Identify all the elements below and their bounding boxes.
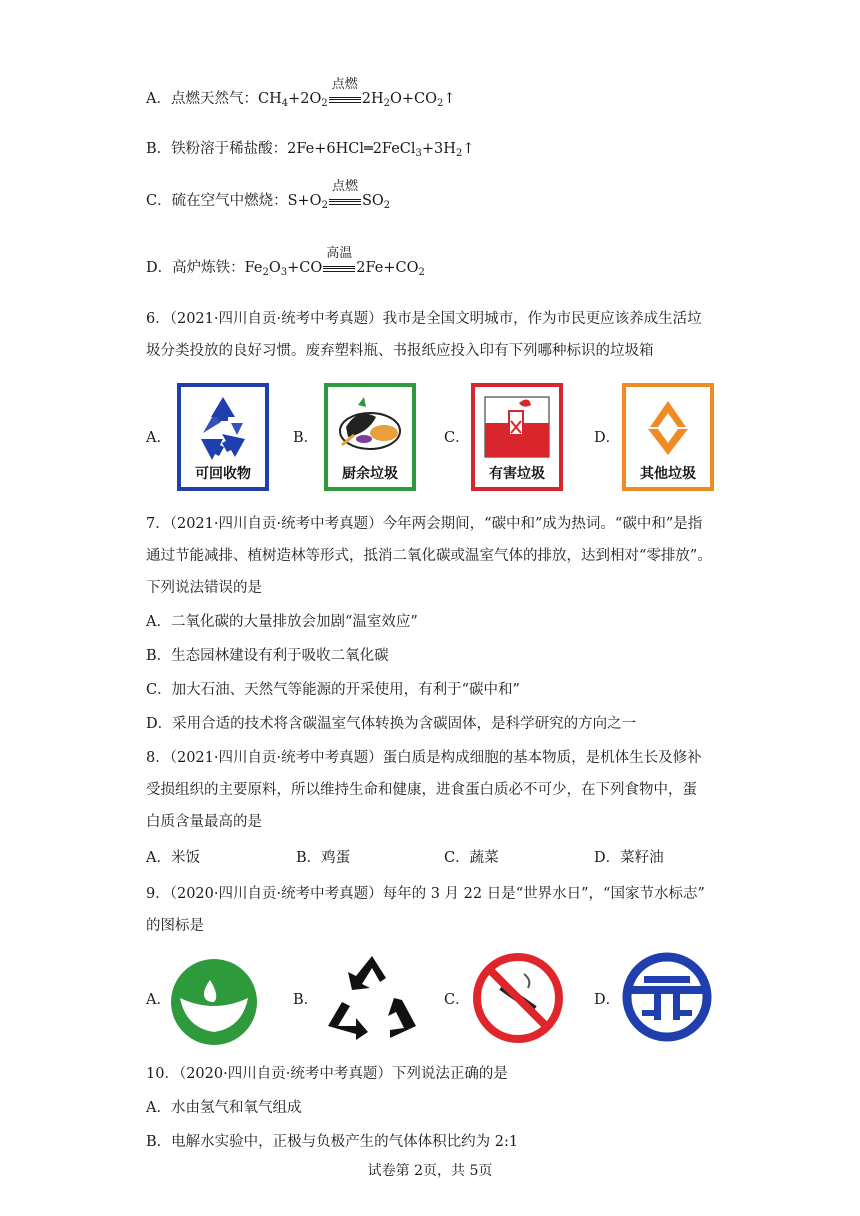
- q5-option-d: D．高炉炼铁：$Fe_2O_3+CO$ 高温 $2Fe+CO_2$: [146, 246, 425, 278]
- q9-option-c-letter: C．: [444, 992, 470, 1008]
- q6-stem-line2: 圾分类投放的良好习惯。废弃塑料瓶、书报纸应投入印有下列哪种标识的垃圾箱: [146, 343, 654, 359]
- q9-stem-line1: 9．（2020·四川自贡·统考中考真题）每年的 3 月 22 日是“世界水日”，“国家节水标志”: [146, 886, 705, 902]
- q8-option-b: B．鸡蛋: [296, 850, 351, 866]
- sign-caption: 其他垃圾: [640, 466, 696, 482]
- hazardous-sign: [471, 383, 563, 491]
- q6-option-a-letter: A．: [146, 430, 171, 446]
- sign-caption: 厨余垃圾: [342, 466, 398, 482]
- q8-stem-line3: 白质含量最高的是: [146, 814, 262, 830]
- q6-option-c-letter: C．: [444, 430, 470, 446]
- equation-text: 2Fe+6HCl═2FeCl: [287, 141, 416, 157]
- q5-option-a: A．点燃天然气：$CH_4+2O_2$ 点燃 $2H_2O+CO_2↑$: [146, 77, 456, 109]
- no-smoking-icon: [472, 952, 564, 1044]
- reaction-condition: 点燃: [328, 89, 362, 109]
- recyclable-sign: [177, 383, 269, 491]
- blue-emblem-icon: [622, 952, 712, 1042]
- q5-option-c: C．硫在空气中燃烧：$S+O_2$ 点燃 $SO_2$: [146, 179, 391, 211]
- q7-option-a: A．二氧化碳的大量排放会加剧“温室效应”: [146, 614, 418, 630]
- other-waste-icon: [626, 387, 710, 465]
- food-waste-icon: [328, 387, 412, 465]
- q6-stem-line1: 6．（2021·四川自贡·统考中考真题）我市是全国文明城市，作为市民更应该养成生活垃: [146, 311, 702, 327]
- q7-option-b: B．生态园林建设有利于吸收二氧化碳: [146, 648, 389, 664]
- q8-option-d: D．菜籽油: [594, 850, 664, 866]
- reaction-condition: 高温: [322, 258, 356, 278]
- other-waste-sign: [622, 383, 714, 491]
- q10-option-b: B．电解水实验中，正极与负极产生的气体体积比约为 2:1: [146, 1134, 519, 1150]
- q9-option-a-letter: A．: [146, 992, 171, 1008]
- water-saving-icon: [170, 958, 258, 1046]
- q7-option-d: D．采用合适的技术将含碳温室气体转换为含碳固体，是科学研究的方向之一: [146, 716, 637, 732]
- q7-stem-line1: 7．（2021·四川自贡·统考中考真题）今年两会期间，“碳中和”成为热词。“碳中和”是指: [146, 516, 703, 532]
- q9-option-d-letter: D．: [594, 992, 621, 1008]
- q9-stem-line2: 的图标是: [146, 918, 204, 934]
- q6-option-b-letter: B．: [293, 430, 319, 446]
- reaction-condition: 点燃: [328, 191, 362, 211]
- q6-option-d-letter: D．: [594, 430, 621, 446]
- page-footer: 试卷第 2页，共 5页: [367, 1163, 493, 1179]
- option-label: B．铁粉溶于稀盐酸：: [146, 141, 288, 157]
- sign-caption: 可回收物: [195, 466, 251, 482]
- hazardous-icon: [475, 387, 559, 465]
- q10-stem: 10．（2020·四川自贡·统考中考真题）下列说法正确的是: [146, 1066, 508, 1082]
- q7-option-c: C．加大石油、天然气等能源的开采使用，有利于“碳中和”: [146, 682, 520, 698]
- q8-option-c: C．蔬菜: [444, 850, 499, 866]
- option-label: C．硫在空气中燃烧：: [146, 193, 288, 209]
- q8-option-a: A．米饭: [146, 850, 200, 866]
- option-label: A．点燃天然气：: [146, 91, 258, 107]
- q10-option-a: A．水由氢气和氧气组成: [146, 1100, 302, 1116]
- q8-stem-line1: 8．（2021·四川自贡·统考中考真题）蛋白质是构成细胞的基本物质，是机体生长及修补: [146, 750, 702, 766]
- recycle-icon: [181, 387, 265, 465]
- q5-option-b: B．铁粉溶于稀盐酸：$2Fe+6HCl═2FeCl_3+3H_2↑$: [146, 141, 475, 159]
- option-label: D．高炉炼铁：: [146, 260, 245, 276]
- sign-caption: 有害垃圾: [489, 466, 545, 482]
- food-waste-sign: [324, 383, 416, 491]
- q8-stem-line2: 受损组织的主要原料，所以维持生命和健康，进食蛋白质必不可少，在下列食物中，蛋: [146, 782, 697, 798]
- recycle-triangle-icon: [322, 954, 422, 1042]
- q7-stem-line3: 下列说法错误的是: [146, 580, 262, 596]
- q7-stem-line2: 通过节能减排、植树造林等形式，抵消二氧化碳或温室气体的排放，达到相对“零排放”。: [146, 548, 712, 564]
- q9-option-b-letter: B．: [293, 992, 319, 1008]
